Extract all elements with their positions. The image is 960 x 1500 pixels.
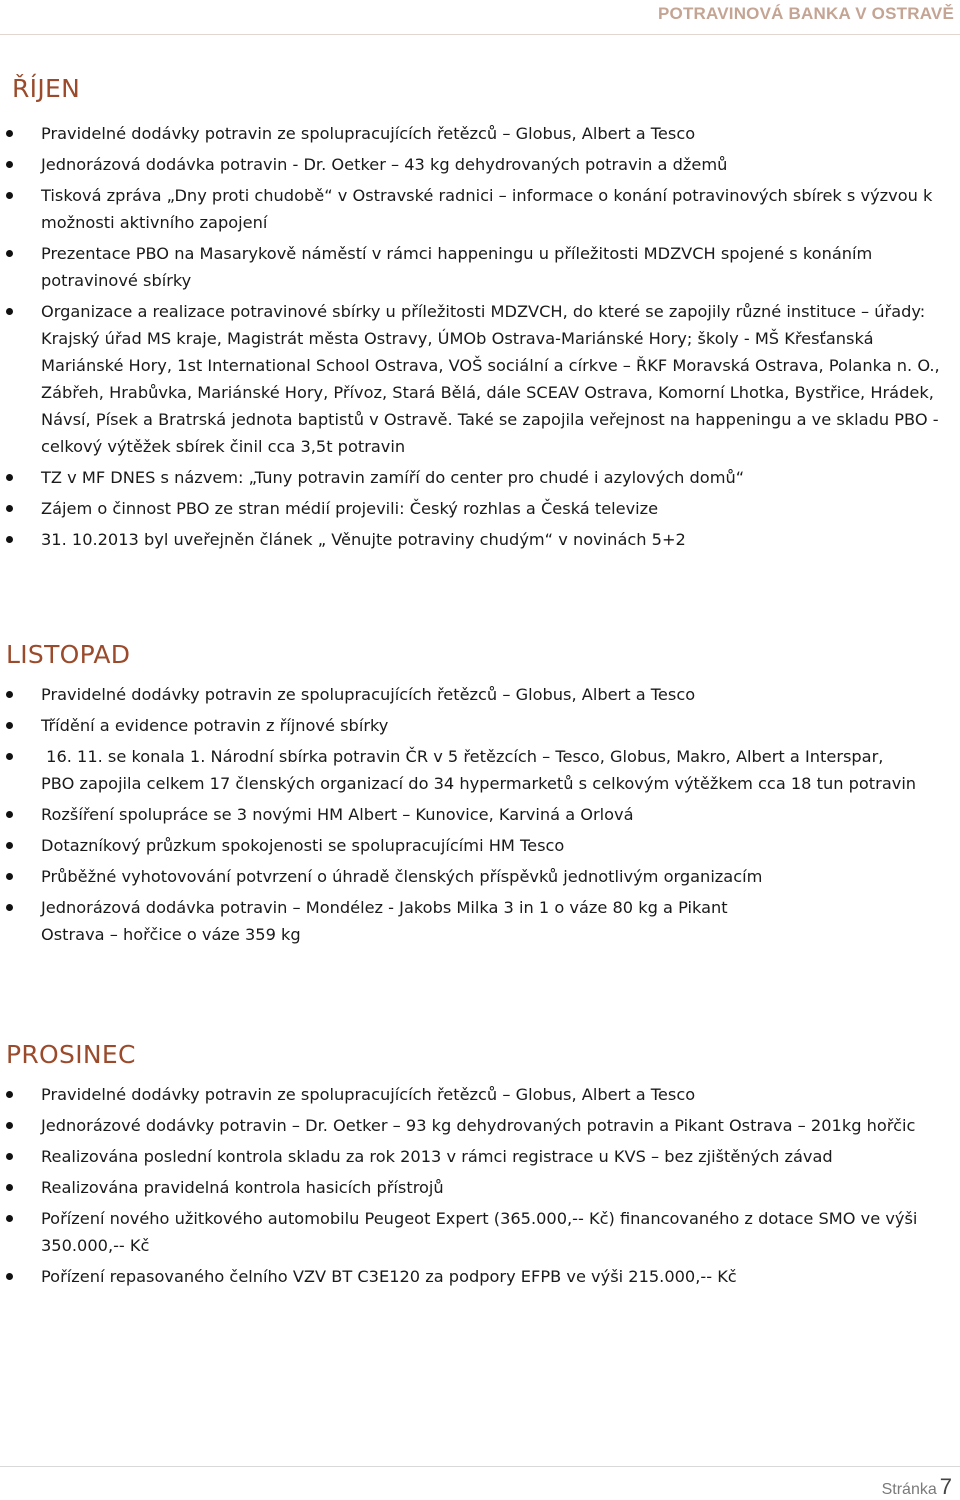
list-item: Tisková zpráva „Dny proti chudobě“ v Ostravské radnici – informace o konání potravinových sbírek s výzvou k možnosti aktivního zapojení — [0, 182, 960, 236]
list-item: Realizována poslední kontrola skladu za rok 2013 v rámci registrace u KVS – bez zjištěných závad — [0, 1143, 960, 1170]
list-item: Jednorázové dodávky potravin – Dr. Oetker – 93 kg dehydrovaných potravin a Pikant Ostrava – 201kg hořčic — [0, 1112, 960, 1139]
list-item: Rozšíření spolupráce se 3 novými HM Albert – Kunovice, Karviná a Orlová — [0, 801, 960, 828]
list-item: Pořízení nového užitkového automobilu Peugeot Expert (365.000,-- Kč) financovaného z dotace SMO ve výši 350.000,-- Kč — [0, 1205, 960, 1259]
list-item: Pravidelné dodávky potravin ze spolupracujících řetězců – Globus, Albert a Tesco — [0, 120, 960, 147]
list-item: TZ v MF DNES s názvem: „Tuny potravin zamíří do center pro chudé i azylových domů“ — [0, 464, 960, 491]
list-item: Pravidelné dodávky potravin ze spolupracujících řetězců – Globus, Albert a Tesco — [0, 1081, 960, 1108]
list-item: Dotazníkový průzkum spokojenosti se spolupracujícími HM Tesco — [0, 832, 960, 859]
section-december — [0, 1040, 960, 1294]
list-item: Realizována pravidelná kontrola hasicích přístrojů — [0, 1174, 960, 1201]
section-november — [0, 640, 960, 952]
section-title-december: PROSINEC — [6, 1040, 136, 1069]
december-list — [0, 1081, 960, 1290]
header-divider — [0, 34, 960, 35]
list-item: 31. 10.2013 byl uveřejněn článek „ Věnujte potraviny chudým“ v novinách 5+2 — [0, 526, 960, 553]
list-item: Jednorázová dodávka potravin – Mondélez - Jakobs Milka 3 in 1 o váze 80 kg a Pikant Ostrava – hořčice o váze 359 kg — [0, 894, 960, 948]
list-item: Pořízení repasovaného čelního VZV BT C3E120 za podpory EFPB ve výši 215.000,-- Kč — [0, 1263, 960, 1290]
page-number: 7 — [939, 1474, 952, 1499]
section-october — [0, 74, 960, 557]
page-label: Stránka — [881, 1481, 937, 1498]
list-item: 16. 11. se konala 1. Národní sbírka potravin ČR v 5 řetězcích – Tesco, Globus, Makro, Albert a Interspar, PBO zapojila celkem 17 členských organizací do 34 hypermarketů s celkovým výtěžkem cca 18 tun potravin — [0, 743, 960, 797]
list-item: Prezentace PBO na Masarykově náměstí v rámci happeningu u příležitosti MDZVCH spojené s konáním potravinové sbírky — [0, 240, 960, 294]
footer-divider — [0, 1466, 960, 1467]
section-title-november: LISTOPAD — [6, 640, 131, 669]
section-title-october: ŘÍJEN — [12, 74, 81, 103]
list-item: Průběžné vyhotovování potvrzení o úhradě členských příspěvků jednotlivým organizacím — [0, 863, 960, 890]
list-item: Pravidelné dodávky potravin ze spolupracujících řetězců – Globus, Albert a Tesco — [0, 681, 960, 708]
october-list — [0, 120, 960, 553]
november-list — [0, 681, 960, 948]
list-item: Třídění a evidence potravin z říjnové sbírky — [0, 712, 960, 739]
running-header-title: POTRAVINOVÁ BANKA V OSTRAVĚ — [658, 4, 954, 23]
list-item: Organizace a realizace potravinové sbírky u příležitosti MDZVCH, do které se zapojily různé instituce – úřady: Krajský úřad MS kraje, Magistrát města Ostravy, ÚMOb Ostrava-Mariánské Hory; školy - MŠ Křesťanská Mariánské Hory, 1st International School Ostrava, VOŠ sociální a církve – ŘKF Moravská Ostrava, Polanka n. O., Zábřeh, Hrabůvka, Mariánské Hory, Přívoz, Stará Bělá, dále SCEAV Ostrava, Komorní Lhotka, Bystřice, Hrádek, Návsí, Písek a Bratrská jednota baptistů v Ostravě. Také se zapojila veřejnost na happeningu a ve skladu PBO - celkový výtěžek sbírek činil cca 3,5t potravin — [0, 298, 960, 460]
page-footer — [882, 1474, 952, 1500]
list-item: Jednorázová dodávka potravin - Dr. Oetker – 43 kg dehydrovaných potravin a džemů — [0, 151, 960, 178]
list-item: Zájem o činnost PBO ze stran médií projevili: Český rozhlas a Česká televize — [0, 495, 960, 522]
